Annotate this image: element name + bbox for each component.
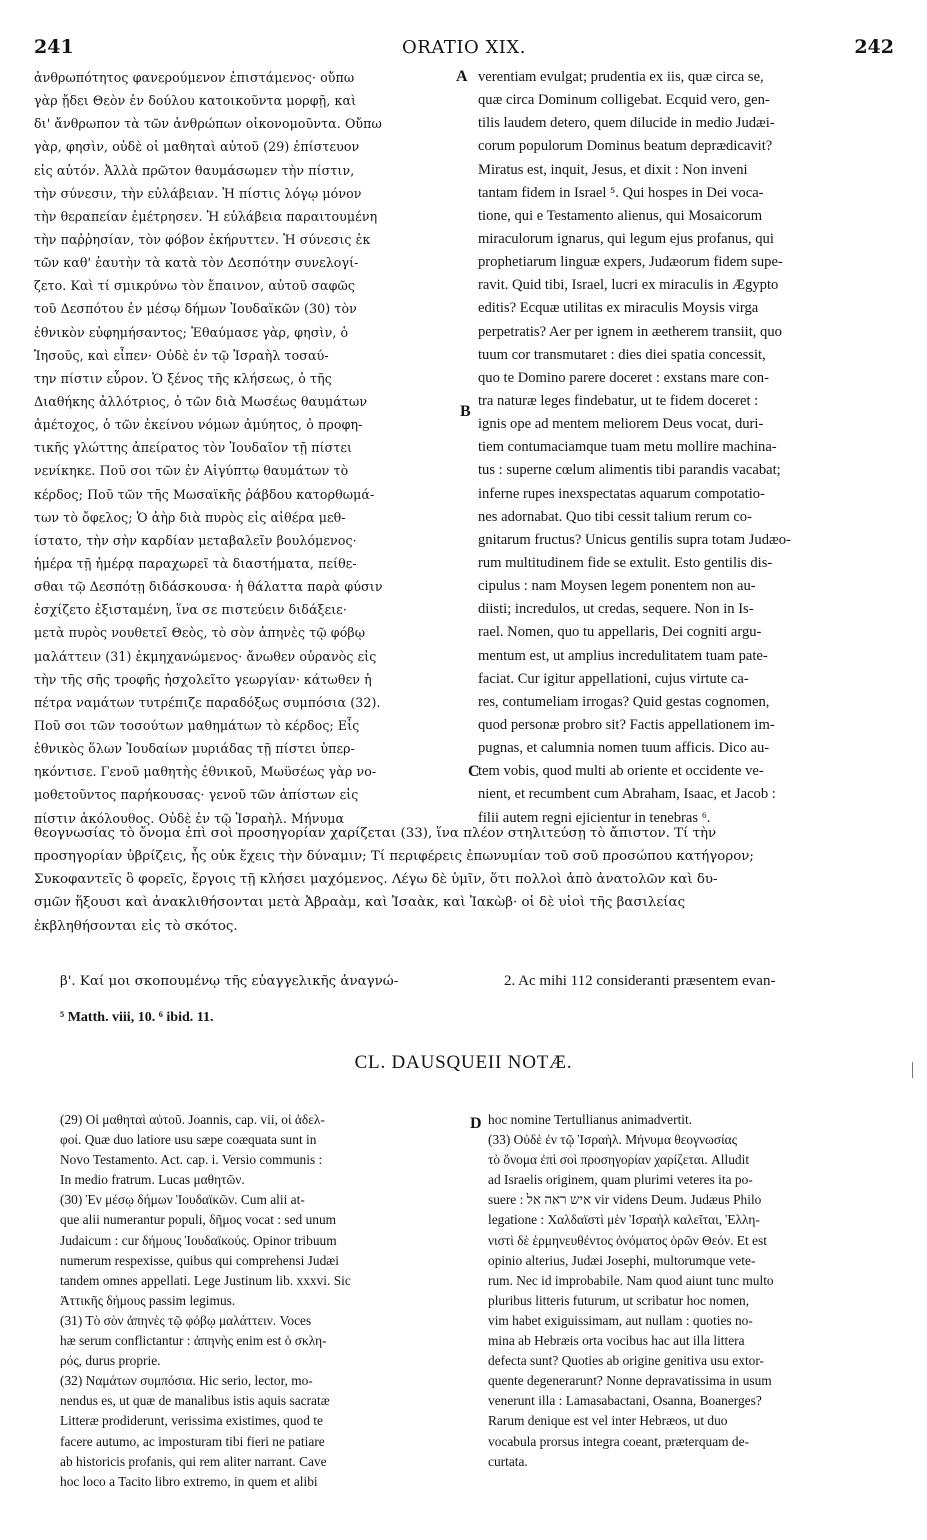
note-line: quente degenerarunt? Nonne depravatissima in usum [488, 1373, 772, 1389]
greek-column [34, 66, 464, 830]
note-line: hoc nomine Tertullianus animadvertit. [488, 1112, 693, 1127]
greek-text-line: Ποῦ σοι τῶν τοσούτων μαθημάτων τὸ κέρδος; Εἷς [34, 717, 360, 733]
note-line: venerunt illa : Lamasabactani, Osanna, Boanerges? [488, 1393, 762, 1409]
latin-text-line: prophetiarum linguæ expers, Judæorum fidem supe- [478, 254, 783, 271]
greek-text-line: ηκόντισε. Γενοῦ μαθητὴς ἐθνικοῦ, Μωϋσέως γὰρ νο- [34, 764, 377, 780]
note-line: hæ serum conflictantur : ἀπηνὴς enim est ὁ σκλη- [60, 1333, 327, 1349]
latin-text-line: tantam fidem in Israel ⁵. Qui hospes in Dei voca- [478, 184, 764, 201]
note-line: facere autumo, ac imposturam tibi fieri ne patiare [60, 1433, 325, 1449]
latin-text-line: verentiam evulgat; prudentia ex iis, quæ circa se, [478, 69, 764, 85]
greek-text-line: τὴν τῆς σῆς τροφῆς ἠσχολεῖτο γεωργίαν· κάτωθεν ἡ [34, 671, 372, 687]
greek-text-line: γὰρ ᾔδει Θεὸν ἐν δούλου κατοικοῦντα μορφῇ, καὶ [34, 93, 357, 109]
greek-text-line: ζετο. Καὶ τί σμικρύνω τὸν ἔπαινον, αὐτοῦ σαφῶς [34, 278, 356, 294]
note-line: mina ab Hebræis orta vocibus hac aut illa littera [488, 1333, 745, 1349]
page-number-left: 241 [34, 36, 74, 58]
greek-text-line: ἐσχίζετο ἐξισταμένη, ἵνα σε πιστεύειν διδάξειε· [34, 602, 347, 618]
latin-text-line: corum populorum Dominus beatum deprædicavit? [478, 138, 773, 155]
note-line: Litteræ prodiderunt, verissima existimes, quod te [60, 1413, 323, 1429]
margin-tick [912, 1062, 913, 1078]
latin-text-line: tra naturæ leges findebatur, ut te fidem doceret : [478, 392, 759, 409]
latin-text-line: tus : superne cœlum alimentis tibi parandis vacabat; [478, 462, 781, 479]
greek-text-line: Διαθήκης ἀλλότριος, ὁ τῶν διὰ Μωσέως θαυμάτων [34, 393, 368, 409]
margin-letter-b: B [460, 403, 471, 420]
latin-text-line: cipulus : nam Moysen legem ponentem non au- [478, 578, 756, 595]
greek-text-line: μοθετοῦντος παρήκουσας· γενοῦ τῶν ἀπίστων εἰς [34, 787, 359, 803]
greek-text-line: την πίστιν εὗρον. Ὁ ξένος τῆς κλήσεως, ὁ τῆς [34, 370, 332, 386]
latin-text-line: tuum cor transmutaret : dies diei spatia concessit, [478, 346, 766, 363]
note-line: vocabula prorsus integra coeant, præterquam de- [488, 1433, 750, 1449]
latin-text-line: nes adornabat. Quo tibi cessit talium rerum co- [478, 508, 752, 525]
footnotes: ⁵ Matth. viii, 10. ⁶ ibid. 11. [60, 1010, 214, 1025]
latin-text-line: rael. Nomen, quo tu appellaris, Dei cogniti argu- [478, 624, 762, 641]
latin-text-line: gnitarum fructus? Unicus gentilis supra totam Judæo- [478, 531, 791, 548]
greek-text-line: πίστιν ἀκόλουθος. Οὐδὲ ἐν τῷ Ἰσραὴλ. Μήνυμα [34, 810, 345, 826]
note-line: opinio alterius, Judæi Josephi, multorumque vete- [488, 1252, 756, 1268]
full-width-line: προσηγορίαν ὑβρίζεις, ἧς οὐκ ἔχεις τὴν δύναμιν; Τί περιφέρεις ἐπωνυμίαν τοῦ σοῦ προσώπου κατήγορον; [34, 849, 754, 865]
latin-text-line: ravit. Quid tibi, Israel, lucri ex miraculis in Ægypto [478, 277, 779, 294]
note-line: Judaicum : cur δήμους Ἰουδαϊκούς. Opinor tribuum [60, 1232, 337, 1248]
note-line: (31) Τὸ σὸν ἀπηνὲς τῷ φόβῳ μαλάττειν. Voces [60, 1312, 312, 1328]
greek-text-line: σθαι τῷ Δεσπότῃ διδάσκουσα· ἡ θάλαττα παρὰ φύσιν [34, 579, 383, 595]
latin-text-line: perpetratis? Aer per ignem in æetherem transiit, quo [478, 323, 782, 340]
greek-text-line: τὴν σύνεσιν, τὴν εὐλάβειαν. Ἡ πίστις λόγῳ μόνον [34, 185, 362, 201]
greek-text-line: μαλάττειν (31) ἐκμηχανώμενος· ἄνωθεν οὐρανὸς εἰς [34, 648, 377, 664]
latin-text-line: pugnas, et calumnia nomen tuum afficis. Dico au- [478, 740, 770, 757]
note-line: curtata. [488, 1453, 528, 1469]
greek-text-line: τοῦ Δεσπότου ἐν μέσῳ δήμων Ἰουδαϊκῶν (30) τὸν [34, 301, 357, 317]
section-latin-line: 2. Ac mihi 112 consideranti præsentem evan- [504, 973, 776, 989]
latin-text-line: rum multitudinem fide se extulit. Esto gentilis dis- [478, 554, 773, 571]
greek-text-line: ἀμέτοχος, ὁ τῶν ἐκείνου νόμων ἀμύητος, ὁ προφη- [34, 417, 363, 433]
greek-text-line: τὴν θεραπείαν ἐμέτρησεν. Ἡ εὐλάβεια παραιτουμένη [34, 208, 378, 224]
greek-text-line: γὰρ, φησὶν, οὐδὲ οἱ μαθηταὶ αὐτοῦ (29) ἐπίστευον [34, 139, 360, 155]
note-line: τὸ ὄνομα ἐπὶ σοὶ προσηγορίαν χαρίζεται. Alludit [488, 1152, 750, 1168]
greek-text-line: μετὰ πυρὸς νουθετεῖ Θεὸς, τὸ σὸν ἀπηνὲς τῷ φόβῳ [34, 625, 366, 641]
note-line: Rarum denique est vel inter Hebræos, ut duo [488, 1413, 728, 1429]
margin-letter-d: D [470, 1115, 482, 1132]
latin-text-line: diisti; incredulos, ut credas, sequere. Non in Is- [478, 601, 754, 618]
greek-text-line: ἐθνικὸν εὐφημήσαντος; Ἐθαύμασε γὰρ, φησὶν, ὁ [34, 324, 349, 340]
greek-text-line: ἐθνικὸς ὅλων Ἰουδαίων μυριάδας τῇ πίστει ὑπερ- [34, 741, 355, 757]
note-line: numerum respexisse, quibus qui comprehensi Judæi [60, 1252, 339, 1268]
latin-text-line: editis? Ecquæ utilitas ex miraculis Moysis virga [478, 300, 759, 317]
greek-text-line: ἀνθρωπότητος φανερούμενον ἐπιστάμενος· οὔπω [34, 70, 355, 85]
greek-text-line: τῶν καθ' ἑαυτὴν τὰ κατὰ τὸν Δεσπότην συνελογί- [34, 255, 359, 271]
note-line: νιστὶ δὲ ἑρμηνευθέντος ὀνόματος ὁρῶν Θεόν. Et est [488, 1232, 767, 1248]
note-line: (33) Οὐδὲ ἐν τῷ Ἰσραὴλ. Μήνυμα θεογνωσίας [488, 1132, 738, 1148]
greek-text-line: ἡμέρα τῇ ἡμέρᾳ παραχωρεῖ τὰ διαστήματα, πείθε- [34, 555, 357, 571]
note-line: φοί. Quæ duo latiore usu sæpe coæquata sunt in [60, 1132, 317, 1148]
greek-text-line: τὴν παῤῥησίαν, τὸν φόβον ἐκήρυττεν. Ἡ σύνεσις ἐκ [34, 231, 371, 247]
note-line: ab historicis profanis, qui rem aliter narrant. Cave [60, 1453, 327, 1469]
latin-text-line: ignis ope ad mentem meliorem Deus vocat, duri- [478, 416, 764, 433]
note-line: (32) Ναμάτων συμπόσια. Hic serio, lector, mo- [60, 1373, 313, 1389]
latin-text-line: tem vobis, quod multi ab oriente et occidente ve- [478, 763, 764, 780]
latin-text-line: miraculorum ignarus, qui legum ejus profanus, qui [478, 230, 774, 247]
greek-text-line: των τὸ ὄφελος; Ὁ ἀὴρ διὰ πυρὸς εἰς αἰθέρα μεθ- [34, 509, 346, 525]
note-line: Ἀττικῆς δήμους passim legimus. [60, 1292, 236, 1308]
greek-text-line: εἰς αὐτόν. Ἀλλὰ πρῶτον θαυμάσωμεν τὴν πίστιν, [34, 162, 355, 178]
latin-text-line: tilis laudem detero, quem dilucide in medio Judæi- [478, 115, 775, 132]
full-width-text [34, 822, 896, 938]
greek-text-line: δι' ἄνθρωπον τὰ τῶν ἀνθρώπων οἰκονομοῦντα. Οὔπω [34, 116, 382, 132]
greek-text-line: ίστατο, τὴν σὴν καρδίαν μεταβαλεῖν βουλόμενος· [34, 532, 357, 548]
note-line: (29) Οἱ μαθηταὶ αὐτοῦ. Joannis, cap. vii, οἱ ἀδελ- [60, 1112, 325, 1127]
greek-text-line: κέρδος; Ποῦ τῶν τῆς Μωσαϊκῆς ῥάβδου κατορθωμά- [34, 486, 375, 502]
section-greek [60, 970, 470, 993]
running-header [34, 36, 894, 64]
section-latin [504, 970, 896, 993]
margin-letter-c: C [468, 763, 480, 780]
latin-text-line: faciat. Cur igitur appellationi, cujus virtute ca- [478, 670, 749, 687]
full-width-line: ἐκβληθήσονται εἰς τὸ σκότος. [34, 918, 238, 934]
note-line: tandem omnes appellati. Lege Justinum lib. xxxvi. Sic [60, 1272, 351, 1288]
margin-letter-a: A [456, 68, 468, 85]
note-line: que alii numerantur populi, δῆμος vocat : sed unum [60, 1212, 337, 1228]
greek-text-line: τικῆς γλώττης ἀπείρατος τὸν Ἰουδαῖον τῇ πίστει [34, 440, 353, 456]
note-line: legatione : Χαλδαϊστὶ μὲν Ἰσραὴλ καλεῖται, Ἑλλη- [488, 1212, 760, 1228]
latin-text-line: quod personæ probro sit? Factis appellationem im- [478, 716, 775, 733]
latin-column [478, 66, 896, 830]
note-line: ρός, durus proprie. [60, 1353, 161, 1369]
full-width-line: θεογνωσίας τὸ ὄνομα ἐπὶ σοὶ προσηγορίαν χαρίζεται (33), ἵνα πλέον στηλιτεύσῃ τὸ ἄπιστον. Τί τὴν [34, 826, 717, 841]
note-line: Novo Testamento. Act. cap. i. Versio communis : [60, 1152, 323, 1168]
latin-text-line: tione, qui e Testamento alienus, qui Mosaicorum [478, 207, 763, 224]
greek-text-line: πέτρα ναμάτων τυτρέπιζε παραδόξως συμπόσια (32). [34, 694, 381, 710]
notes-title: CL. DAUSQUEII NOTÆ. [354, 1052, 573, 1073]
full-width-line: Συκοφαντεῖς ὃ φορεῖς, ἔργοις τῇ κλήσει μαχόμενος. Λέγω δὲ ὑμῖν, ὅτι πολλοὶ ἀπὸ ἀνατολῶν καὶ δυ- [34, 872, 718, 888]
latin-text-line: filii autem regni ejicientur in tenebras ⁶. [478, 809, 711, 826]
note-line: nendus es, ut quæ de manalibus istis aquis sacratæ [60, 1393, 330, 1409]
note-line: pluribus litteris futurum, ut scribatur hoc nomen, [488, 1292, 750, 1308]
notes-right-column [488, 1110, 896, 1472]
notes-left-column [60, 1110, 468, 1492]
latin-text-line: mentum est, ut amplius incredulitatem tuam pate- [478, 647, 768, 664]
note-line: ad Israelis originem, quam plurimi veteres ita po- [488, 1172, 753, 1188]
page-title: ORATIO XIX. [402, 37, 526, 58]
latin-text-line: quæ circa Dominum colligebat. Ecquid vero, gen- [478, 92, 770, 109]
note-line: suere : איש ראה אל vir videns Deum. Judæus Philo [488, 1192, 762, 1208]
greek-text-line: νενίκηκε. Ποῦ σοι τῶν ἐν Αἰγύπτῳ θαυμάτων τὸ [34, 463, 349, 479]
note-line: rum. Nec id improbabile. Nam quod aiunt tunc multo [488, 1272, 774, 1288]
note-line: vim habet exiguissimam, aut nullam : quoties no- [488, 1312, 753, 1328]
latin-text-line: tiem contumaciamque tuam metu mollire machina- [478, 439, 777, 456]
note-line: defecta sunt? Quoties ab origine genitiva usu extor- [488, 1353, 765, 1369]
latin-text-line: inferne rupes inexspectatas aquarum compotatio- [478, 485, 765, 502]
note-line: In medio fratrum. Lucas μαθητῶν. [60, 1172, 245, 1188]
latin-text-line: quo te Domino parere doceret : exstans mare con- [478, 369, 769, 386]
latin-text-line: Miratus est, inquit, Jesus, et dixit : Non inveni [478, 161, 748, 178]
note-line: hoc loco a Tacito libro extremo, in quem et alibi [60, 1473, 318, 1489]
latin-text-line: nient, et recumbent cum Abraham, Isaac, et Jacob : [478, 786, 776, 803]
latin-text-line: res, contumeliam irrogas? Quid gestas cognomen, [478, 693, 770, 710]
full-width-line: σμῶν ἥξουσι καὶ ἀνακλιθήσονται μετὰ Ἀβραὰμ, καὶ Ἰσαὰκ, καὶ Ἰακὼβ· οἱ δὲ υἱοὶ τῆς βασιλείας [34, 895, 686, 911]
section-greek-line: β'. Καί μοι σκοπουμένῳ τῆς εὐαγγελικῆς ἀναγνώ- [60, 974, 399, 989]
greek-text-line: Ἰησοῦς, καὶ εἶπεν· Οὐδὲ ἐν τῷ Ἰσραὴλ τοσαύ- [34, 347, 329, 363]
note-line: (30) Ἐν μέσῳ δήμων Ἰουδαϊκῶν. Cum alii at- [60, 1192, 305, 1208]
page-number-right: 242 [854, 36, 894, 58]
